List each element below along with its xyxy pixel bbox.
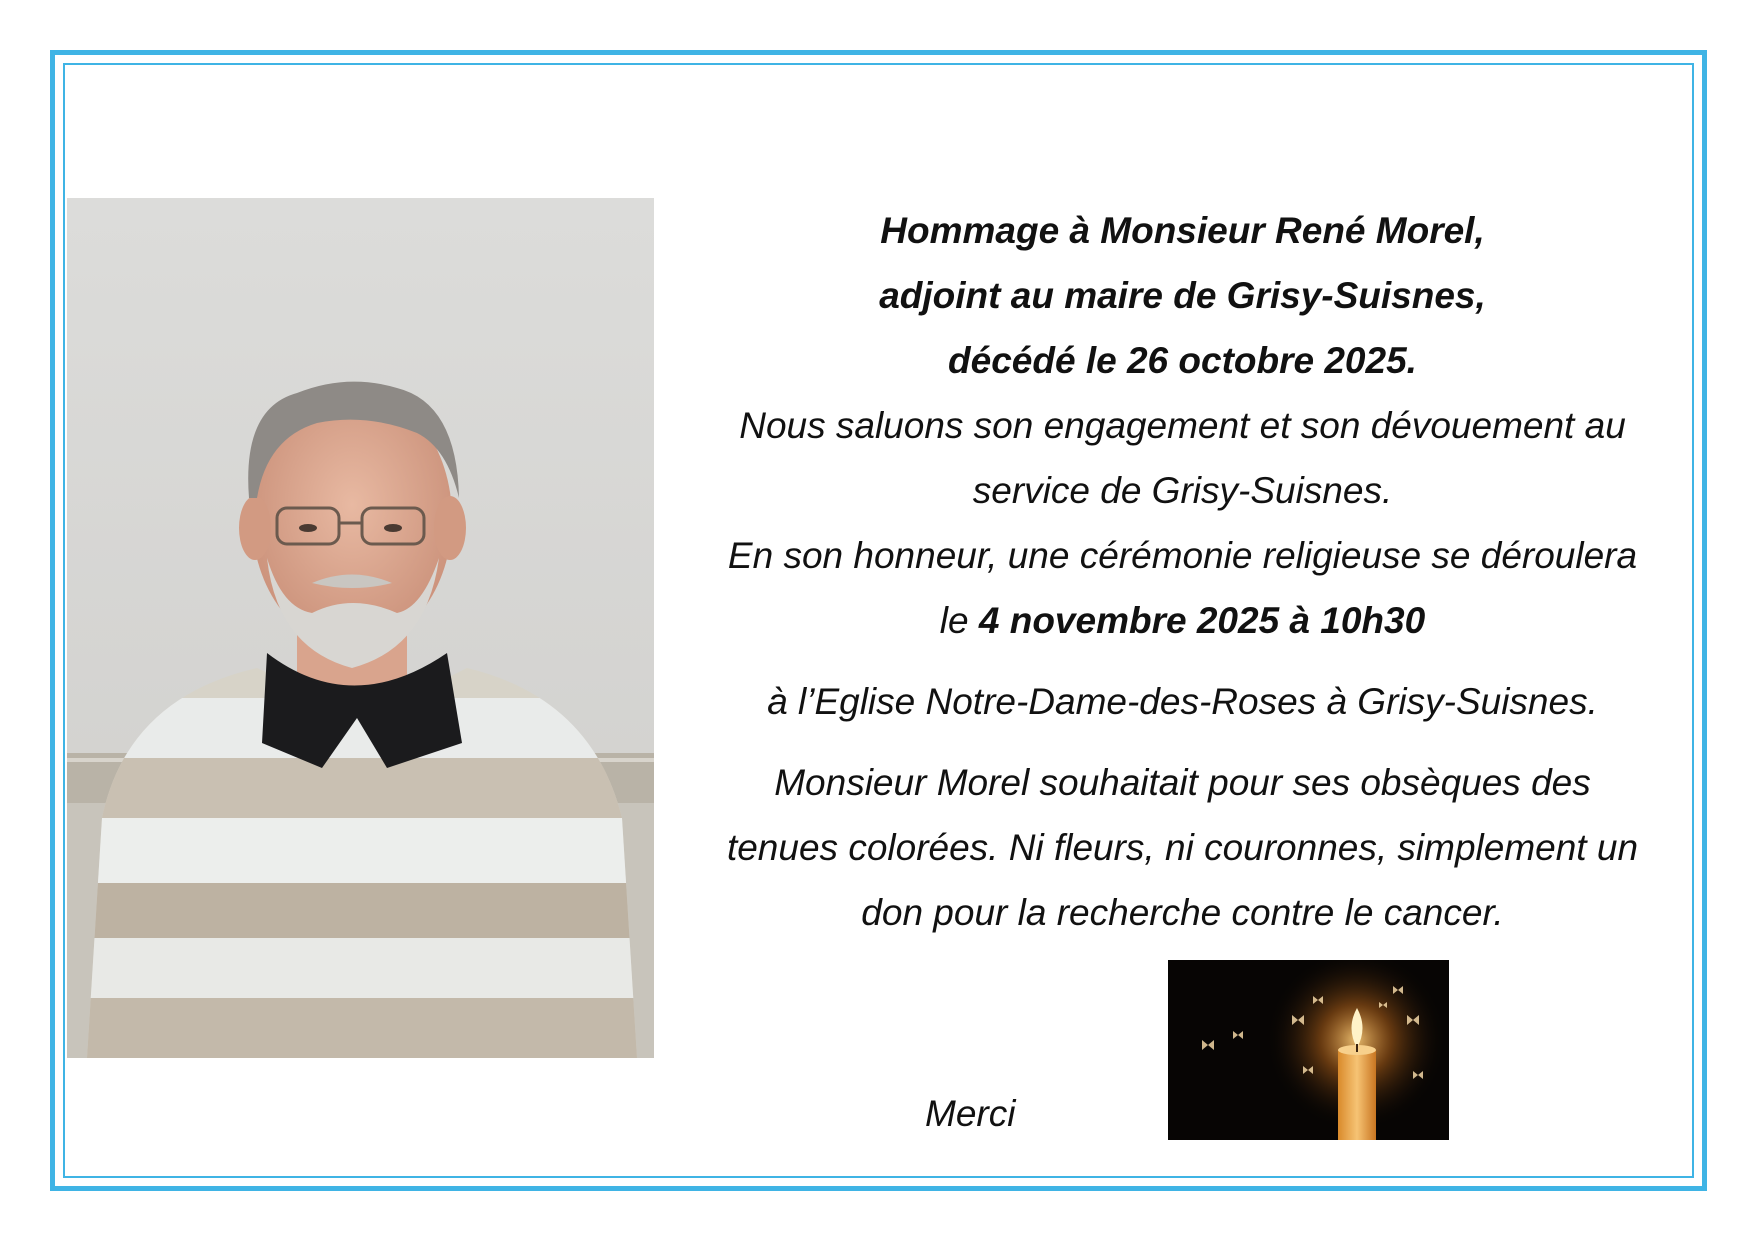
closing-text: Merci — [925, 1093, 1016, 1134]
title-line-2: adjoint au maire de Grisy-Suisnes, — [879, 275, 1486, 316]
salute-line-2: service de Grisy-Suisnes. — [972, 470, 1393, 511]
ceremony-prefix: le — [939, 600, 979, 641]
ceremony-line-1: En son honneur, une cérémonie religieuse se déroulera — [727, 535, 1638, 576]
ceremony-line-2 — [660, 588, 1705, 653]
portrait-photo — [67, 198, 654, 1058]
candle-photo — [1168, 960, 1449, 1140]
title-line-3: décédé le 26 octobre 2025. — [948, 340, 1417, 381]
tribute-text — [660, 198, 1705, 945]
wishes-line-1: Monsieur Morel souhaitait pour ses obsèques des — [774, 762, 1591, 803]
salute-line-1: Nous saluons son engagement et son dévouement au — [739, 405, 1626, 446]
ceremony-location: à l’Eglise Notre-Dame-des-Roses à Grisy-Suisnes. — [767, 681, 1598, 722]
ceremony-date: 4 novembre 2025 à 10h30 — [978, 600, 1426, 641]
title-line-1: Hommage à Monsieur René Morel, — [880, 210, 1485, 251]
wishes-line-3: don pour la recherche contre le cancer. — [861, 892, 1504, 933]
wishes-line-2: tenues colorées. Ni fleurs, ni couronnes, simplement un — [726, 827, 1639, 868]
